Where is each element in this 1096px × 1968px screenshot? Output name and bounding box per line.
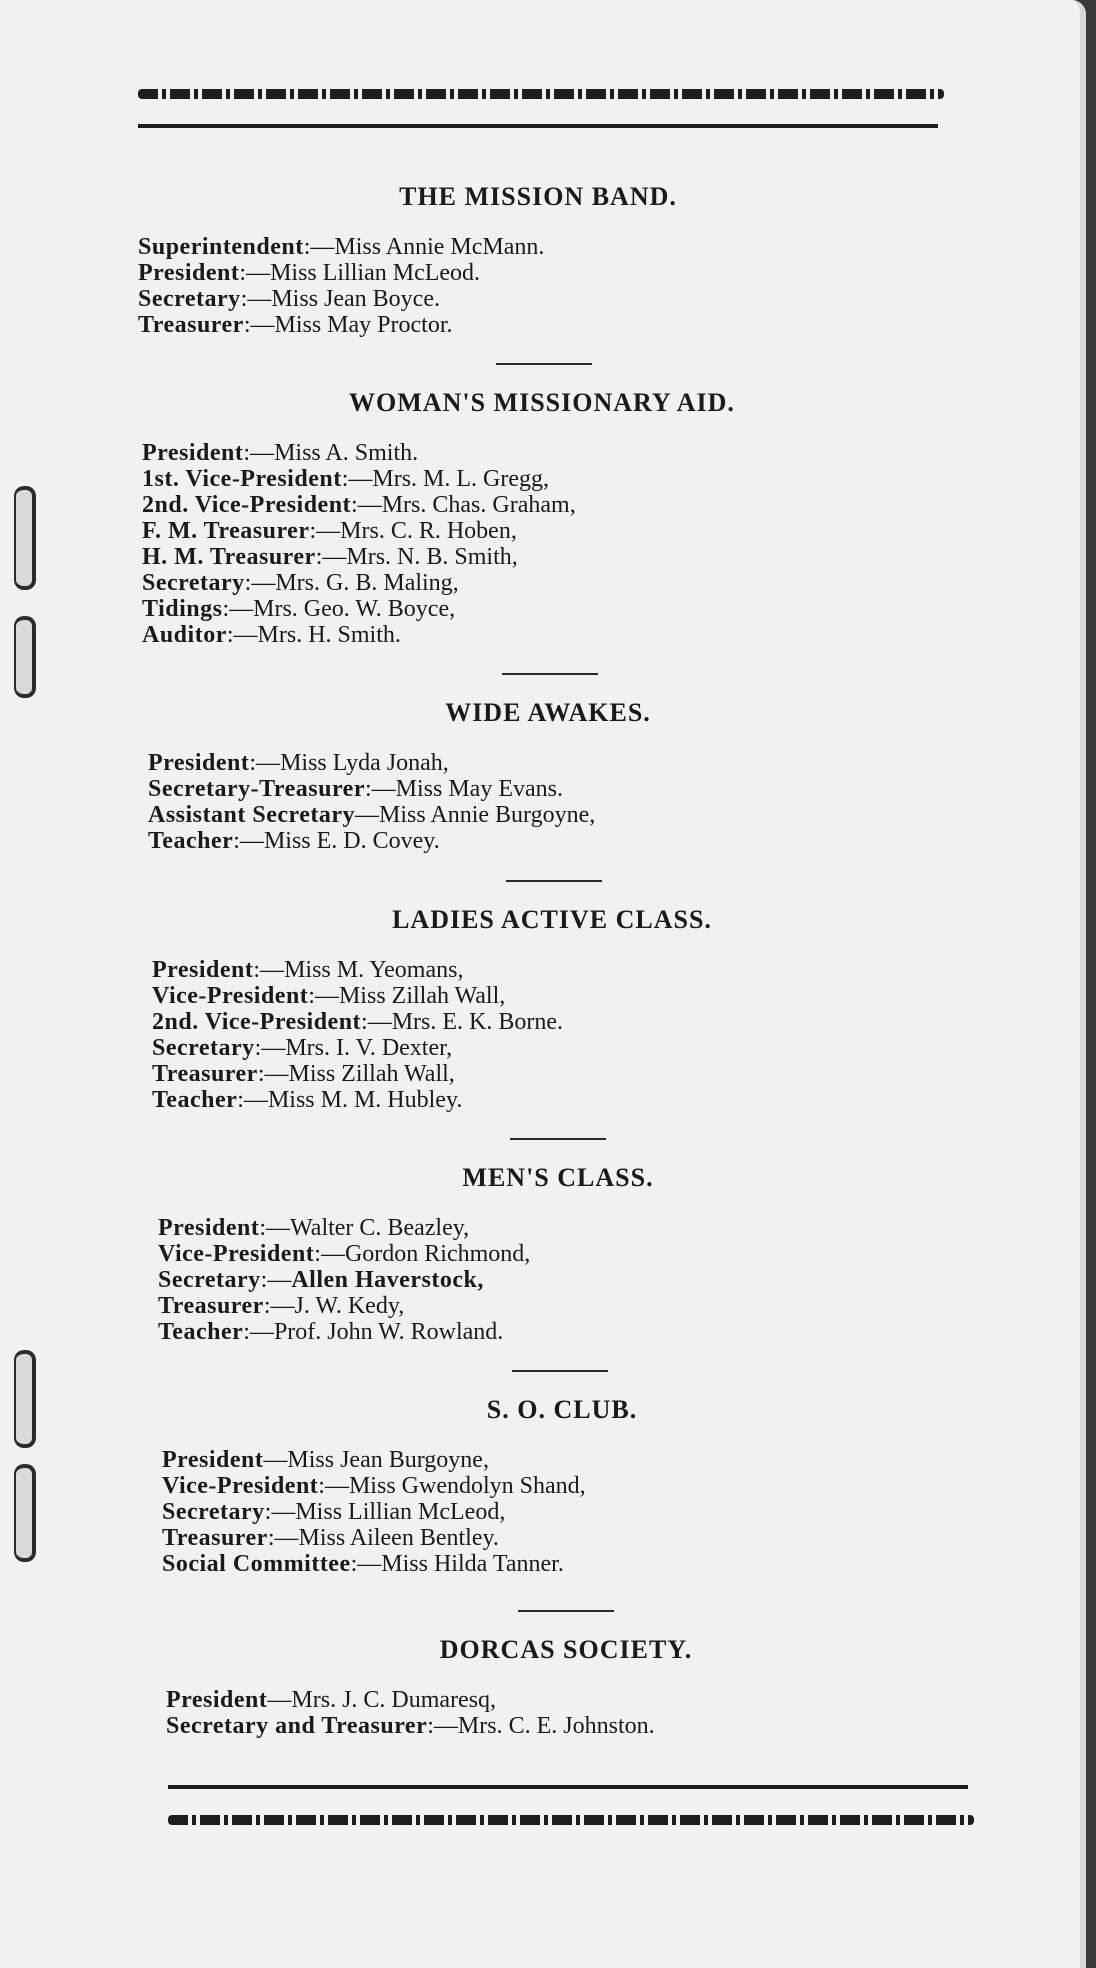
separator: :— [309,518,341,544]
officer-entry [142,466,942,492]
officer-entry [166,1687,966,1713]
section-so-club [162,1395,962,1577]
section-divider [496,363,592,365]
officer-role: President [142,440,244,466]
officer-name: Mrs. E. K. Borne. [391,1009,564,1035]
officer-role: Superintendent [138,234,304,260]
section-divider [502,673,598,675]
officer-entry [158,1215,958,1241]
separator: :— [427,1713,458,1739]
officer-entry [138,260,938,286]
separator: :— [318,1473,349,1499]
officer-role: Secretary and Treasurer [166,1713,428,1739]
officer-entry [158,1319,958,1345]
officer-entry [158,1241,958,1267]
officer-role: Secretary [162,1499,265,1525]
officer-entry [138,234,938,260]
separator: :— [341,466,373,492]
officer-entry [162,1551,962,1577]
officer-name: Miss A. Smith. [274,440,419,466]
officer-entry [162,1447,962,1473]
officer-name: Gordon Richmond, [344,1241,531,1267]
section-ladies-active-class [152,905,952,1113]
officer-entry [148,750,948,776]
separator: :— [226,622,258,648]
officer-name: Miss Jean Boyce. [271,286,440,312]
officer-name: Miss Annie Burgoyne, [379,802,596,828]
section-divider [506,880,602,882]
officer-entry [152,1009,952,1035]
officer-name: Mrs. M. L. Gregg, [372,466,550,492]
top-rule [138,124,938,128]
officer-entry [148,776,948,802]
officer-role: F. M. Treasurer [142,518,310,544]
separator: — [355,802,380,828]
officer-role: H. M. Treasurer [142,544,316,570]
separator: :— [239,260,271,286]
separator: :— [350,1551,382,1577]
officer-name: Miss Zillah Wall, [338,983,506,1009]
separator: :— [303,234,335,260]
section-dorcas-society [166,1635,966,1739]
officer-role: Teacher [158,1319,244,1345]
binding-ring-icon [14,1350,36,1448]
officer-name: Miss M. Yeomans, [284,957,464,983]
officer-name: Miss M. M. Hubley. [267,1087,463,1113]
officer-role: Auditor [142,622,227,648]
officer-name: Walter C. Beazley, [290,1215,470,1241]
officer-role: Secretary [142,570,245,596]
officer-name: Miss E. D. Covey. [263,828,440,854]
officer-entry [152,1087,952,1113]
officer-name: Mrs. C. R. Hoben, [340,518,517,544]
officer-name: Mrs. G. B. Maling, [275,570,459,596]
separator: :— [243,1319,274,1345]
officer-role: Vice-President [162,1473,319,1499]
separator: :— [253,957,285,983]
officer-entry [142,492,942,518]
officer-role: Treasurer [152,1061,258,1087]
officer-name: Miss Lyda Jonah, [280,750,449,776]
officer-entry [162,1499,962,1525]
officer-role: Assistant Secretary [148,802,356,828]
officer-name: Miss Zillah Wall, [288,1061,455,1087]
section-title: LADIES ACTIVE CLASS. [392,905,712,934]
separator: :— [260,1267,292,1293]
officer-role: Tidings [142,596,223,622]
separator: :— [315,544,347,570]
officer-entry [142,518,942,544]
officer-role: Teacher [148,828,234,854]
officer-role: Secretary [138,286,241,312]
separator: :— [222,596,254,622]
separator: :— [254,1035,286,1061]
officer-entry [138,286,938,312]
separator: :— [351,492,382,518]
section-title: THE MISSION BAND. [399,182,677,211]
officer-name: J. W. Kedy, [294,1293,405,1319]
officer-entry [152,983,952,1009]
separator: :— [259,1215,291,1241]
bottom-rule [168,1785,968,1789]
officer-entry [142,622,942,648]
officer-entry [162,1525,962,1551]
bottom-ornamental-border [168,1815,974,1825]
officer-role: Secretary-Treasurer [148,776,365,802]
separator: — [263,1447,288,1473]
officer-name: Mrs. H. Smith. [257,622,401,648]
officer-role: Social Committee [162,1551,351,1577]
separator: :— [237,1087,268,1113]
section-title: DORCAS SOCIETY. [439,1635,693,1664]
section-wide-awakes [148,698,948,854]
officer-name: Miss May Evans. [395,776,563,802]
separator: :— [264,1499,296,1525]
separator: — [267,1687,292,1713]
officer-name: Miss Lillian McLeod, [295,1499,506,1525]
officer-entry [152,1061,952,1087]
section-title: MEN'S CLASS. [462,1163,654,1192]
officer-entry [152,1035,952,1061]
officer-entry [148,802,948,828]
officer-name: Prof. John W. Rowland. [273,1319,504,1345]
officer-name: Mrs. Geo. W. Boyce, [253,596,456,622]
officer-role: Secretary [152,1035,255,1061]
officer-name: Miss Hilda Tanner. [381,1551,564,1577]
officer-role: Vice-President [152,983,309,1009]
officer-entry [142,570,942,596]
section-title: S. O. CLUB. [486,1395,638,1424]
officer-name: Miss Annie McMann. [334,234,545,260]
separator: :— [314,1241,345,1267]
section-divider [510,1138,606,1140]
separator: :— [244,570,276,596]
officer-entry [142,544,942,570]
separator: :— [257,1061,289,1087]
officer-role: President [148,750,250,776]
officer-entry [138,312,938,338]
officer-entry [158,1267,958,1293]
officer-role: 2nd. Vice-President [152,1009,362,1035]
separator: :— [233,828,264,854]
officer-role: Treasurer [162,1525,268,1551]
section-divider [512,1370,608,1372]
officer-role: Treasurer [158,1293,264,1319]
section-mission-band [138,182,938,338]
separator: :— [267,1525,299,1551]
section-womans-missionary-aid [142,388,942,648]
officer-role: Secretary [158,1267,261,1293]
officer-entry [142,596,942,622]
separator: :— [308,983,339,1009]
officer-name: Miss Aileen Bentley. [298,1525,499,1551]
officer-name: Miss May Proctor. [274,312,453,338]
binding-ring-icon [14,486,36,590]
section-title: WOMAN'S MISSIONARY AID. [349,388,735,417]
officer-role: Teacher [152,1087,238,1113]
section-mens-class [158,1163,958,1345]
officer-name: Mrs. C. E. Johnston. [457,1713,655,1739]
officer-entry [158,1293,958,1319]
officer-role: 2nd. Vice-President [142,492,352,518]
officer-name: Mrs. J. C. Dumaresq, [291,1687,497,1713]
separator: :— [249,750,281,776]
officer-role: President [158,1215,260,1241]
officer-name: Mrs. N. B. Smith, [346,544,518,570]
separator: :— [263,1293,295,1319]
officer-name: Allen Haverstock, [291,1267,484,1293]
officer-role: 1st. Vice-President [142,466,342,492]
officer-role: President [166,1687,268,1713]
separator: :— [240,286,272,312]
officer-role: Vice-President [158,1241,315,1267]
binding-ring-icon [14,1464,36,1562]
officer-name: Miss Gwendolyn Shand, [348,1473,586,1499]
top-ornamental-border [138,89,944,99]
officer-name: Miss Lillian McLeod. [270,260,481,286]
binding-ring-icon [14,616,36,698]
officer-name: Miss Jean Burgoyne, [287,1447,489,1473]
officer-role: President [152,957,254,983]
officer-name: Mrs. I. V. Dexter, [285,1035,453,1061]
officer-entry [148,828,948,854]
separator: :— [364,776,396,802]
officer-entry [142,440,942,466]
section-title: WIDE AWAKES. [445,698,651,727]
separator: :— [243,312,275,338]
officer-name: Mrs. Chas. Graham, [381,492,576,518]
officer-role: Treasurer [138,312,244,338]
separator: :— [361,1009,392,1035]
officer-entry [162,1473,962,1499]
officer-entry [166,1713,966,1739]
officer-entry [152,957,952,983]
officer-role: President [138,260,240,286]
section-divider [518,1610,614,1612]
separator: :— [243,440,275,466]
officer-role: President [162,1447,264,1473]
